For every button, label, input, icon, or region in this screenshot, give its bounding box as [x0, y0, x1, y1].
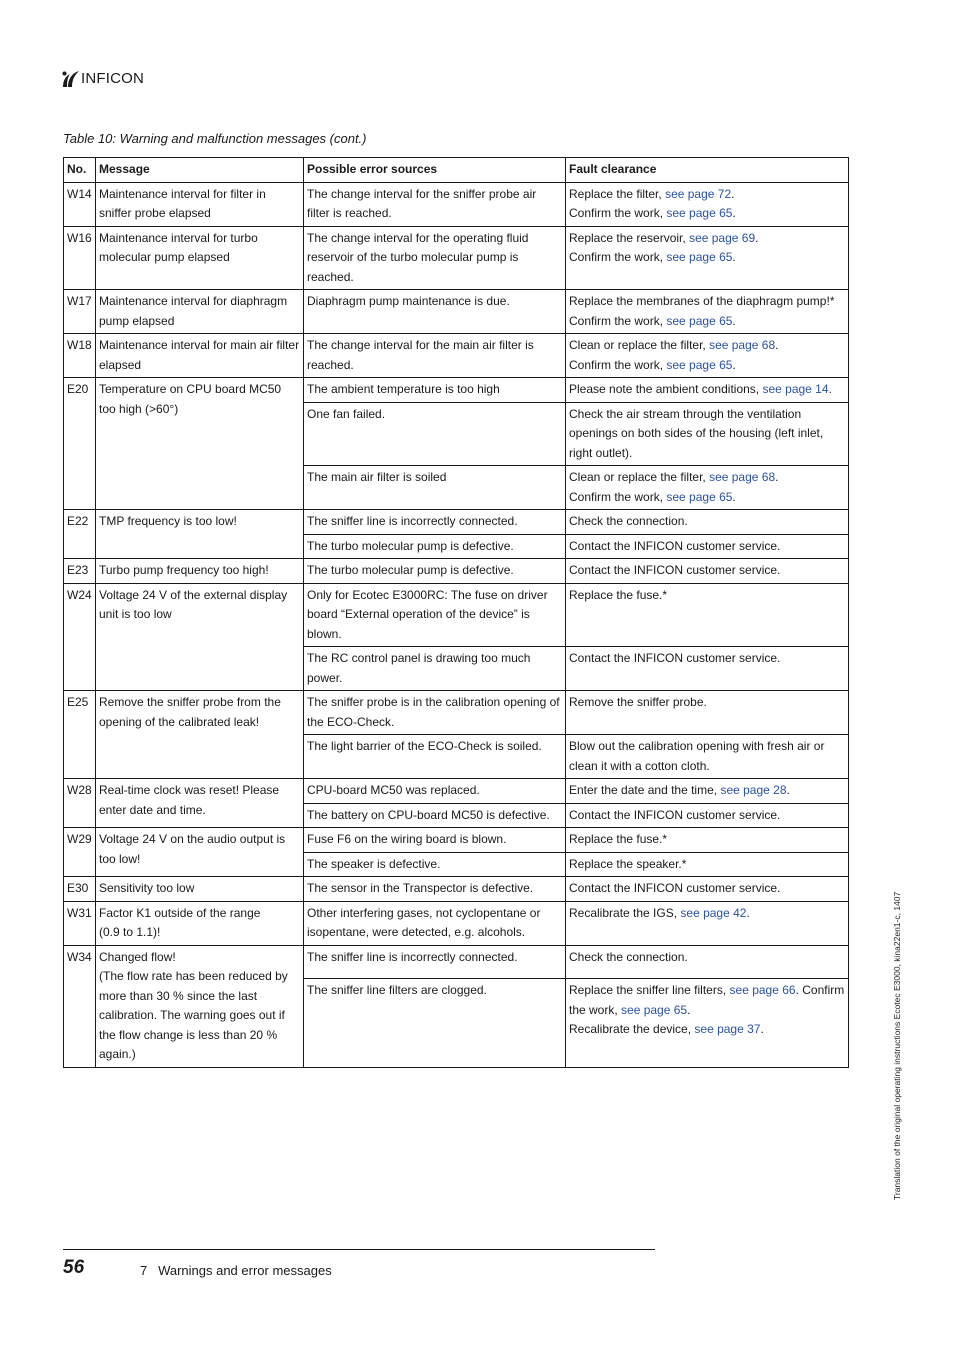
cell-message: Changed flow! (The flow rate has been reduced by more than 30 % since the last calibration. The warning goes out if the flow change is less than 20 % again.) [96, 945, 304, 1067]
page-reference-link[interactable]: see page 37 [694, 1022, 761, 1037]
page-reference-link[interactable]: see page 65 [666, 313, 733, 328]
cell-error-source: The turbo molecular pump is defective. [304, 534, 566, 559]
cell-fault-clearance [566, 402, 849, 466]
clearance-text: . [760, 1022, 764, 1037]
page-reference-link[interactable]: see page 68 [709, 338, 776, 352]
cell-no: E22 [64, 510, 96, 559]
cell-error-source: Other interfering gases, not cyclopentane or isopentane, were detected, e.g. alcohols. [304, 901, 566, 945]
table-row [64, 510, 849, 535]
table-row [64, 901, 849, 945]
cell-fault-clearance [566, 735, 849, 779]
cell-message: Remove the sniffer probe from the opening of the calibrated leak! [96, 691, 304, 779]
cell-fault-clearance [566, 534, 849, 559]
cell-error-source: The sniffer probe is in the calibration opening of the ECO-Check. [304, 691, 566, 735]
logo-text: INFICON [81, 70, 145, 87]
cell-fault-clearance [566, 691, 849, 735]
clearance-text: . [732, 250, 736, 264]
table-row [64, 945, 849, 979]
cell-fault-clearance [566, 803, 849, 828]
cell-error-source: The change interval for the main air filter is reached. [304, 334, 566, 378]
cell-fault-clearance [566, 583, 849, 647]
cell-error-source: The speaker is defective. [304, 852, 566, 877]
table-header-row [64, 158, 849, 183]
cell-error-source: The light barrier of the ECO-Check is soiled. [304, 735, 566, 779]
cell-fault-clearance [566, 510, 849, 535]
cell-message: Maintenance interval for filter in sniffer probe elapsed [96, 182, 304, 226]
cell-error-source: CPU-board MC50 was replaced. [304, 779, 566, 804]
cell-message: Real-time clock was reset! Please enter date and time. [96, 779, 304, 828]
clearance-text: . [755, 230, 759, 245]
clearance-text: Confirm the work, [569, 250, 667, 264]
cell-message: TMP frequency is too low! [96, 510, 304, 559]
table-row [64, 334, 849, 378]
cell-no: W14 [64, 182, 96, 226]
page-reference-link[interactable]: see page 69 [689, 230, 756, 245]
clearance-text: Please note the ambient conditions, [569, 382, 763, 396]
clearance-text: Contact the INFICON customer service. [569, 563, 781, 577]
clearance-text: Contact the INFICON customer service. [569, 538, 781, 553]
header-no: No. [64, 158, 96, 183]
clearance-text: Check the air stream through the ventilation openings on both sides of the housing (left inlet, right outlet). [569, 406, 824, 460]
cell-fault-clearance [566, 226, 849, 290]
clearance-text: . [746, 905, 750, 920]
clearance-text: Confirm the work, [569, 357, 667, 372]
cell-message: Factor K1 outside of the range (0.9 to 1.1)! [96, 901, 304, 945]
page-reference-link[interactable]: see page 68 [709, 470, 776, 484]
cell-error-source: The sniffer line is incorrectly connected. [304, 945, 566, 979]
table-caption: Table 10: Warning and malfunction messages (cont.) [63, 131, 367, 146]
cell-fault-clearance [566, 828, 849, 853]
cell-message: Voltage 24 V on the audio output is too low! [96, 828, 304, 877]
cell-fault-clearance [566, 945, 849, 979]
cell-error-source: Diaphragm pump maintenance is due. [304, 290, 566, 334]
cell-no: E23 [64, 559, 96, 584]
cell-error-source: The battery on CPU-board MC50 is defective. [304, 803, 566, 828]
clearance-text: Check the connection. [569, 949, 688, 964]
clearance-text: Replace the filter, [569, 186, 666, 201]
clearance-text: . [732, 357, 736, 372]
clearance-text: Recalibrate the IGS, [569, 905, 681, 920]
brand-logo [60, 68, 144, 90]
table-row [64, 290, 849, 334]
cell-error-source: Only for Ecotec E3000RC: The fuse on driver board “External operation of the device” is blown. [304, 583, 566, 647]
table-row [64, 226, 849, 290]
cell-fault-clearance [566, 378, 849, 403]
page-reference-link[interactable]: see page 65 [666, 206, 733, 220]
clearance-text: . [775, 338, 779, 352]
cell-fault-clearance [566, 852, 849, 877]
messages-table [63, 157, 849, 1068]
cell-error-source: One fan failed. [304, 402, 566, 466]
cell-no: W28 [64, 779, 96, 828]
cell-no: W34 [64, 945, 96, 1067]
clearance-text: Blow out the calibration opening with fresh air or clean it with a cotton cloth. [569, 739, 825, 773]
clearance-text: . [828, 382, 832, 396]
clearance-text: . [732, 313, 736, 328]
table-row [64, 828, 849, 853]
page-reference-link[interactable]: see page 65 [666, 357, 733, 372]
cell-error-source: The turbo molecular pump is defective. [304, 559, 566, 584]
cell-fault-clearance [566, 290, 849, 334]
table-row [64, 583, 849, 647]
cell-no: W18 [64, 334, 96, 378]
cell-no: E30 [64, 877, 96, 902]
table-row [64, 378, 849, 403]
clearance-text: Contact the INFICON customer service. [569, 881, 781, 895]
page-number: 56 [63, 1257, 85, 1278]
cell-no: W29 [64, 828, 96, 877]
cell-no: E25 [64, 691, 96, 779]
page-reference-link[interactable]: see page 42 [680, 905, 747, 920]
clearance-text: Replace the membranes of the diaphragm pump!* [569, 294, 835, 308]
page-reference-link[interactable]: see page 14 [762, 382, 829, 396]
side-note: Translation of the original operating instructions Ecotec E3000, kina22en1-c, 1407 [892, 891, 902, 1200]
cell-message: Maintenance interval for diaphragm pump elapsed [96, 290, 304, 334]
cell-fault-clearance [566, 182, 849, 226]
cell-no: W31 [64, 901, 96, 945]
header-fault-clearance: Fault clearance [566, 158, 849, 183]
page-reference-link[interactable]: see page 65 [621, 1002, 688, 1017]
clearance-text: Check the connection. [569, 514, 688, 528]
cell-error-source: The ambient temperature is too high [304, 378, 566, 403]
cell-error-source: The RC control panel is drawing too much power. [304, 647, 566, 691]
clearance-text: Clean or replace the filter, [569, 470, 710, 484]
clearance-text: Clean or replace the filter, [569, 338, 710, 352]
table-body [64, 182, 849, 1067]
table-row [64, 559, 849, 584]
clearance-text: . [786, 783, 790, 797]
inficon-logo-icon [60, 69, 80, 89]
clearance-text: . [775, 470, 779, 484]
cell-no: E20 [64, 378, 96, 510]
clearance-text: Confirm the work, [569, 313, 667, 328]
clearance-text: Confirm the work, [569, 206, 667, 220]
cell-error-source: Fuse F6 on the wiring board is blown. [304, 828, 566, 853]
cell-no: W24 [64, 583, 96, 691]
cell-fault-clearance [566, 334, 849, 378]
clearance-text: Contact the INFICON customer service. [569, 651, 781, 665]
cell-fault-clearance [566, 877, 849, 902]
cell-fault-clearance [566, 901, 849, 945]
clearance-text: Enter the date and the time, [569, 783, 721, 797]
table-row [64, 691, 849, 735]
clearance-text: Replace the fuse.* [569, 832, 668, 846]
clearance-text: Replace the fuse.* [569, 587, 668, 602]
cell-error-source: The change interval for the sniffer probe air filter is reached. [304, 182, 566, 226]
cell-fault-clearance [566, 779, 849, 804]
cell-no: W17 [64, 290, 96, 334]
clearance-text: Replace the sniffer line filters, [569, 983, 730, 998]
clearance-text: Replace the speaker.* [569, 856, 687, 871]
table-row [64, 779, 849, 804]
cell-message: Maintenance interval for turbo molecular pump elapsed [96, 226, 304, 290]
cell-no: W16 [64, 226, 96, 290]
cell-message: Maintenance interval for main air filter elapsed [96, 334, 304, 378]
clearance-text: . [732, 489, 736, 504]
page-reference-link[interactable]: see page 65 [666, 250, 733, 264]
cell-fault-clearance [566, 979, 849, 1067]
cell-error-source: The sensor in the Transpector is defective. [304, 877, 566, 902]
clearance-text: Replace the reservoir, [569, 230, 690, 245]
page-reference-link[interactable]: see page 72 [665, 186, 732, 201]
table-row [64, 877, 849, 902]
clearance-text: . [732, 206, 736, 220]
clearance-text: Recalibrate the device, [569, 1022, 695, 1037]
cell-error-source: The sniffer line filters are clogged. [304, 979, 566, 1067]
cell-message: Turbo pump frequency too high! [96, 559, 304, 584]
header-message: Message [96, 158, 304, 183]
cell-error-source: The main air filter is soiled [304, 466, 566, 510]
cell-message: Temperature on CPU board MC50 too high (>60°) [96, 378, 304, 510]
cell-fault-clearance [566, 466, 849, 510]
clearance-text: Confirm the work, [569, 489, 667, 504]
clearance-text: . [687, 1002, 691, 1017]
cell-message: Sensitivity too low [96, 877, 304, 902]
page-reference-link[interactable]: see page 28 [720, 783, 787, 797]
cell-error-source: The change interval for the operating fluid reservoir of the turbo molecular pump is reached. [304, 226, 566, 290]
table-row [64, 182, 849, 226]
cell-fault-clearance [566, 559, 849, 584]
clearance-text: Contact the INFICON customer service. [569, 807, 781, 822]
header-error-sources: Possible error sources [304, 158, 566, 183]
footer-divider [63, 1249, 655, 1250]
cell-fault-clearance [566, 647, 849, 691]
chapter-title: 7 Warnings and error messages [140, 1263, 332, 1278]
clearance-text: . Confirm the work, [569, 983, 845, 1017]
clearance-text: . [731, 186, 735, 201]
cell-message: Voltage 24 V of the external display unit is too low [96, 583, 304, 691]
page-reference-link[interactable]: see page 66 [729, 983, 796, 998]
page-reference-link[interactable]: see page 65 [666, 489, 733, 504]
cell-error-source: The sniffer line is incorrectly connected. [304, 510, 566, 535]
clearance-text: Remove the sniffer probe. [569, 695, 707, 709]
